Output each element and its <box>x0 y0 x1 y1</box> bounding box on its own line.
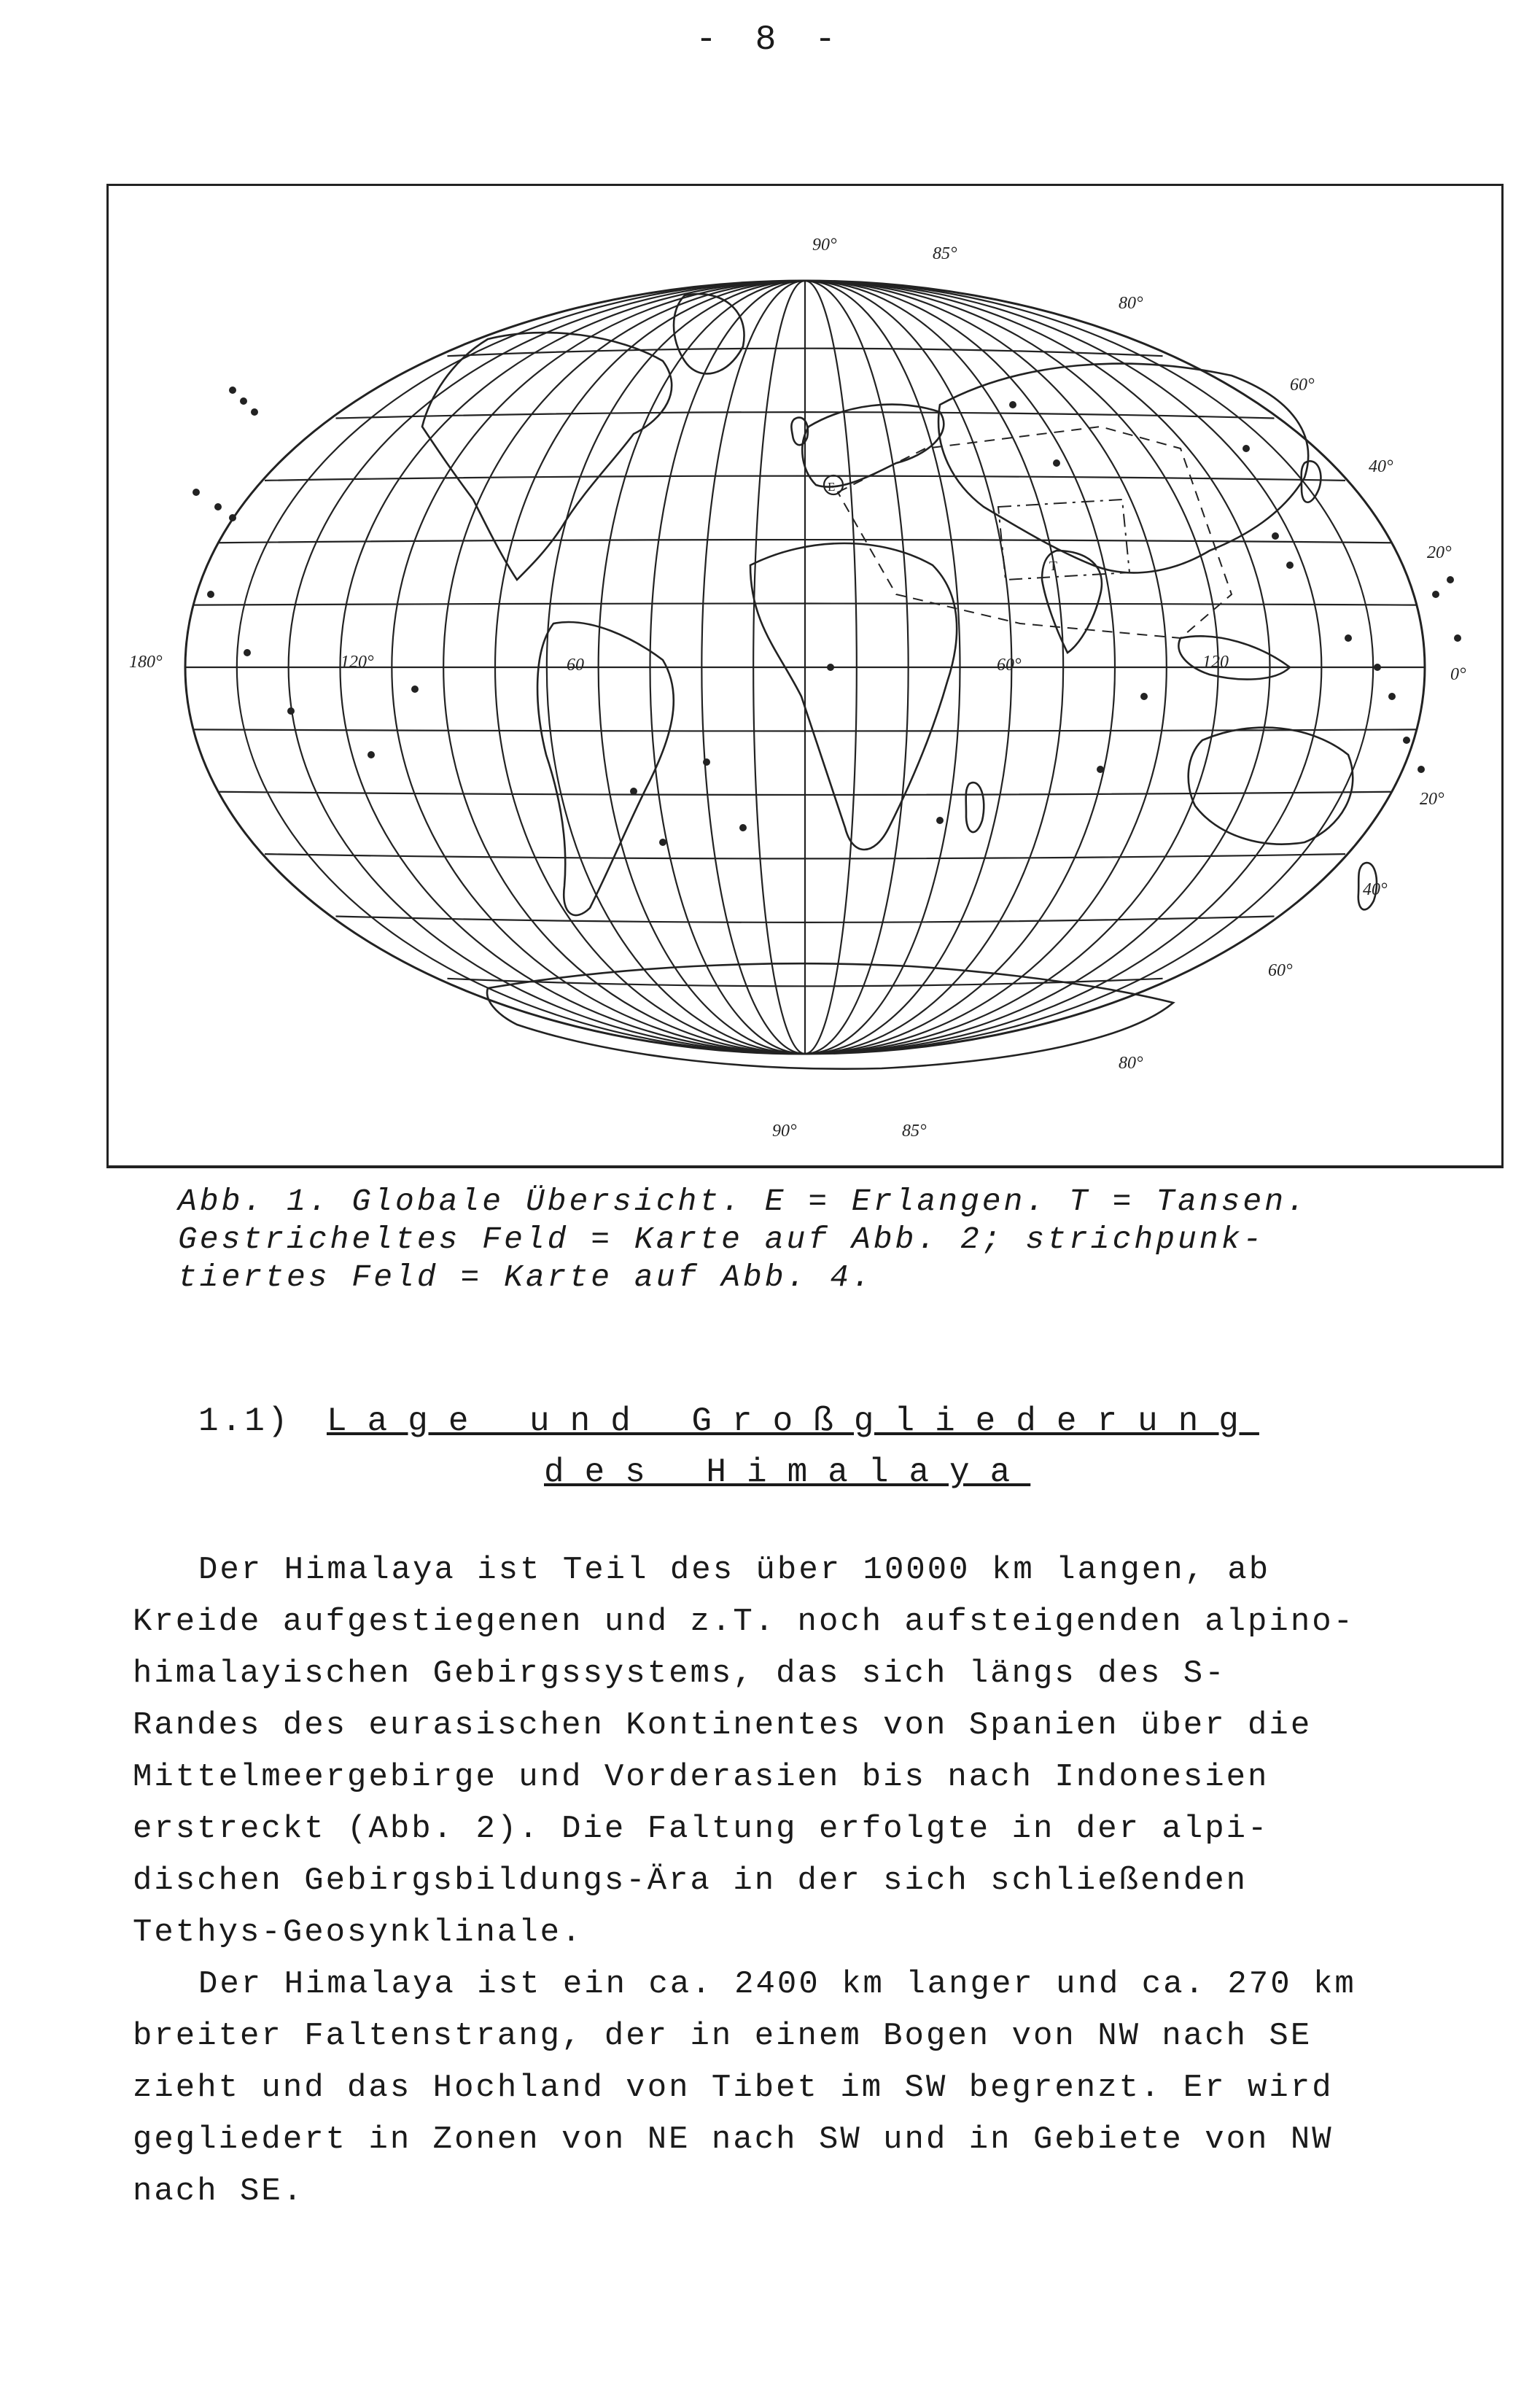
text-line: Mittelmeergebirge und Vorderasien bis nach Indonesien <box>133 1759 1269 1795</box>
map-continents <box>422 294 1377 1069</box>
tansen-marker-label: T <box>1049 559 1057 573</box>
label-120: 120° <box>341 653 374 672</box>
label-80n: 80° <box>1119 294 1143 313</box>
label-60s: 60° <box>1268 961 1293 980</box>
label-60w: 60 <box>567 656 584 675</box>
text-line: dischen Gebirgsbildungs-Ära in der sich schließenden <box>133 1863 1248 1899</box>
section-title-line1: Lage und Großgliederung <box>327 1402 1259 1440</box>
label-bottom-85: 85° <box>902 1122 927 1141</box>
erlangen-marker-label: E <box>828 480 836 494</box>
text-line: gegliedert in Zonen von NE nach SW und in Gebiete von NW <box>133 2121 1334 2158</box>
world-map-figure <box>106 184 1504 1168</box>
label-20s: 20° <box>1420 790 1444 809</box>
figure-caption <box>178 1183 1418 1297</box>
label-bottom-90: 90° <box>772 1122 797 1141</box>
text-line: Kreide aufgestiegenen und z.T. noch aufsteigenden alpino- <box>133 1604 1356 1640</box>
caption-line: tiertes Feld = Karte auf Abb. 4. <box>178 1259 874 1295</box>
label-180: 180° <box>129 653 163 672</box>
text-line: Tethys-Geosynklinale. <box>133 1914 583 1951</box>
text-line: Randes des eurasischen Kontinentes von Spanien über die <box>133 1707 1312 1744</box>
label-40s: 40° <box>1363 880 1388 899</box>
text-line: zieht und das Hochland von Tibet im SW begrenzt. Er wird <box>133 2070 1334 2106</box>
section-number: 1.1) <box>198 1402 291 1440</box>
text-line: Der Himalaya ist ein ca. 2400 km langer und ca. 270 km <box>198 1966 1356 2003</box>
map-islands <box>192 387 1461 846</box>
text-line: breiter Faltenstrang, der in einem Bogen von NW nach SE <box>133 2018 1312 2054</box>
text-line: Der Himalaya ist Teil des über 10000 km langen, ab <box>198 1552 1271 1588</box>
body-text <box>133 1545 1416 2218</box>
text-line: himalayischen Gebirgssystems, das sich längs des S- <box>133 1655 1226 1692</box>
label-40n: 40° <box>1369 457 1393 476</box>
label-20n: 20° <box>1427 543 1452 562</box>
label-top-85: 85° <box>933 244 957 263</box>
map-study-area-boxes <box>838 427 1232 638</box>
caption-line: Gestricheltes Feld = Karte auf Abb. 2; strichpunk- <box>178 1222 1265 1257</box>
page-number: - 8 - <box>695 20 845 60</box>
text-line: erstreckt (Abb. 2). Die Faltung erfolgte in der alpi- <box>133 1811 1269 1847</box>
label-0: 0° <box>1450 665 1466 684</box>
section-title-line2: des Himalaya <box>544 1453 1031 1491</box>
text-line: nach SE. <box>133 2173 305 2210</box>
label-120e: 120 <box>1202 653 1229 672</box>
caption-line: Abb. 1. Globale Übersicht. E = Erlangen. T = Tansen. <box>178 1184 1308 1219</box>
label-80s: 80° <box>1119 1054 1143 1073</box>
label-top-90: 90° <box>812 236 837 255</box>
label-60e: 60° <box>997 656 1022 675</box>
label-60n: 60° <box>1290 376 1315 395</box>
